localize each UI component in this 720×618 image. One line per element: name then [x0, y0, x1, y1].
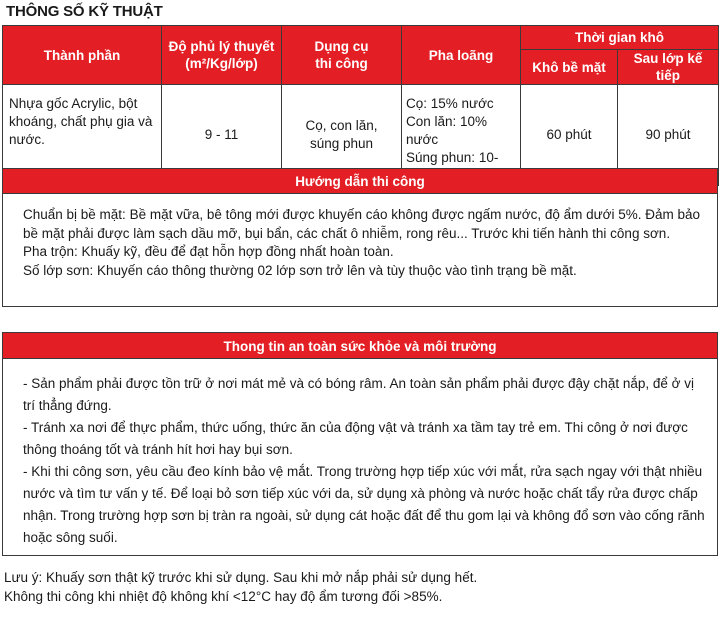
safety-storage: - Sản phẩm phải được tồn trữ ở nơi mát mẻ và có bóng râm. An toàn sản phẩm phải được đậy chặt nắp, để ở vị trí thẳng đứng.: [23, 376, 694, 413]
cell-dry-surface: 60 phút: [521, 85, 618, 186]
header-dry-time: Thời gian khô: [521, 26, 719, 50]
safety-handling: - Tránh xa nơi để thực phẩm, thức uống, thức ăn của động vật và tránh xa tầm tay trẻ em. Thi công ở nơi được thông thoáng tốt và tránh hít hơi hay bụi sơn.: [23, 420, 688, 457]
cell-dry-recoat: 90 phút: [618, 85, 719, 186]
spec-table: [2, 25, 719, 186]
safety-heading: Thong tin an toàn sức khỏe và môi trường: [2, 332, 718, 359]
safety-body: [2, 359, 718, 556]
instructions-coats: Số lớp sơn: Khuyến cáo thông thường 02 lớp sơn trở lên và tùy thuộc vào tình trạng bề mặt.: [23, 262, 577, 278]
dilution-brush: Cọ: 15% nước: [406, 96, 494, 111]
header-coverage: [162, 26, 282, 85]
cell-composition: Nhựa gốc Acrylic, bột khoáng, chất phụ gia và nước.: [3, 85, 162, 186]
header-tools: Dụng cụ thi công: [282, 26, 402, 85]
instructions-mixing: Pha trộn: Khuấy kỹ, đều để đạt hỗn hợp đồng nhất hoàn toàn.: [23, 244, 394, 259]
cell-coverage: 9 - 11: [162, 85, 282, 186]
spec-header-row: [3, 26, 719, 50]
notes: [4, 568, 716, 606]
header-composition: Thành phần: [3, 26, 162, 85]
dilution-spray: Súng phun: 10-: [406, 150, 499, 165]
header-dilution: Pha loãng: [402, 26, 521, 85]
instructions-heading: Hướng dẫn thi công: [2, 168, 718, 194]
header-coverage-unit: (m²/Kg/lớp): [185, 56, 258, 71]
cell-tools: Cọ, con lăn, súng phun: [282, 85, 402, 186]
header-dry-recoat: Sau lớp kế tiếp: [618, 50, 719, 85]
header-dry-surface: Khô bề mặt: [521, 50, 618, 85]
note-stir: Lưu ý: Khuấy sơn thật kỹ trước khi sử dụng. Sau khi mở nắp phải sử dụng hết.: [4, 570, 478, 585]
note-conditions: Không thi công khi nhiệt độ không khí <12°C hay độ ẩm tương đối >85%.: [4, 589, 443, 604]
header-coverage-label: Độ phủ lý thuyết: [168, 39, 275, 54]
safety-first-aid: - Khi thi công sơn, yêu cầu đeo kính bảo vệ mắt. Trong trường hợp tiếp xúc với mắt, rửa sạch ngay với thật nhiều nước và tìm tư vấn y tế. Để loại bỏ sơn tiếp xúc với da, sử dụng xà phòng và nước hoặc chất tẩy rửa được chấp nhận. Trong trường hợp sơn bị tràn ra ngoài, sử dụng cát hoặc đất để thu gom lại và không đổ sơn vào cống rãnh hoặc sông suối.: [23, 464, 705, 545]
page-title: THÔNG SỐ KỸ THUẬT: [6, 3, 163, 20]
dilution-roller: Con lăn: 10% nước: [406, 114, 488, 147]
instructions-body: [2, 194, 718, 307]
instructions-surface-prep: Chuẩn bị bề mặt: Bề mặt vữa, bê tông mới được khuyến cáo không được ngấm nước, độ ẩm dưới 5%. Đảm bảo bề mặt phải được làm sạch dầu mỡ, bụi bẩn, các chất ô nhiễm, rong rêu... Trước khi tiến hành thi công sơn.: [23, 207, 701, 241]
